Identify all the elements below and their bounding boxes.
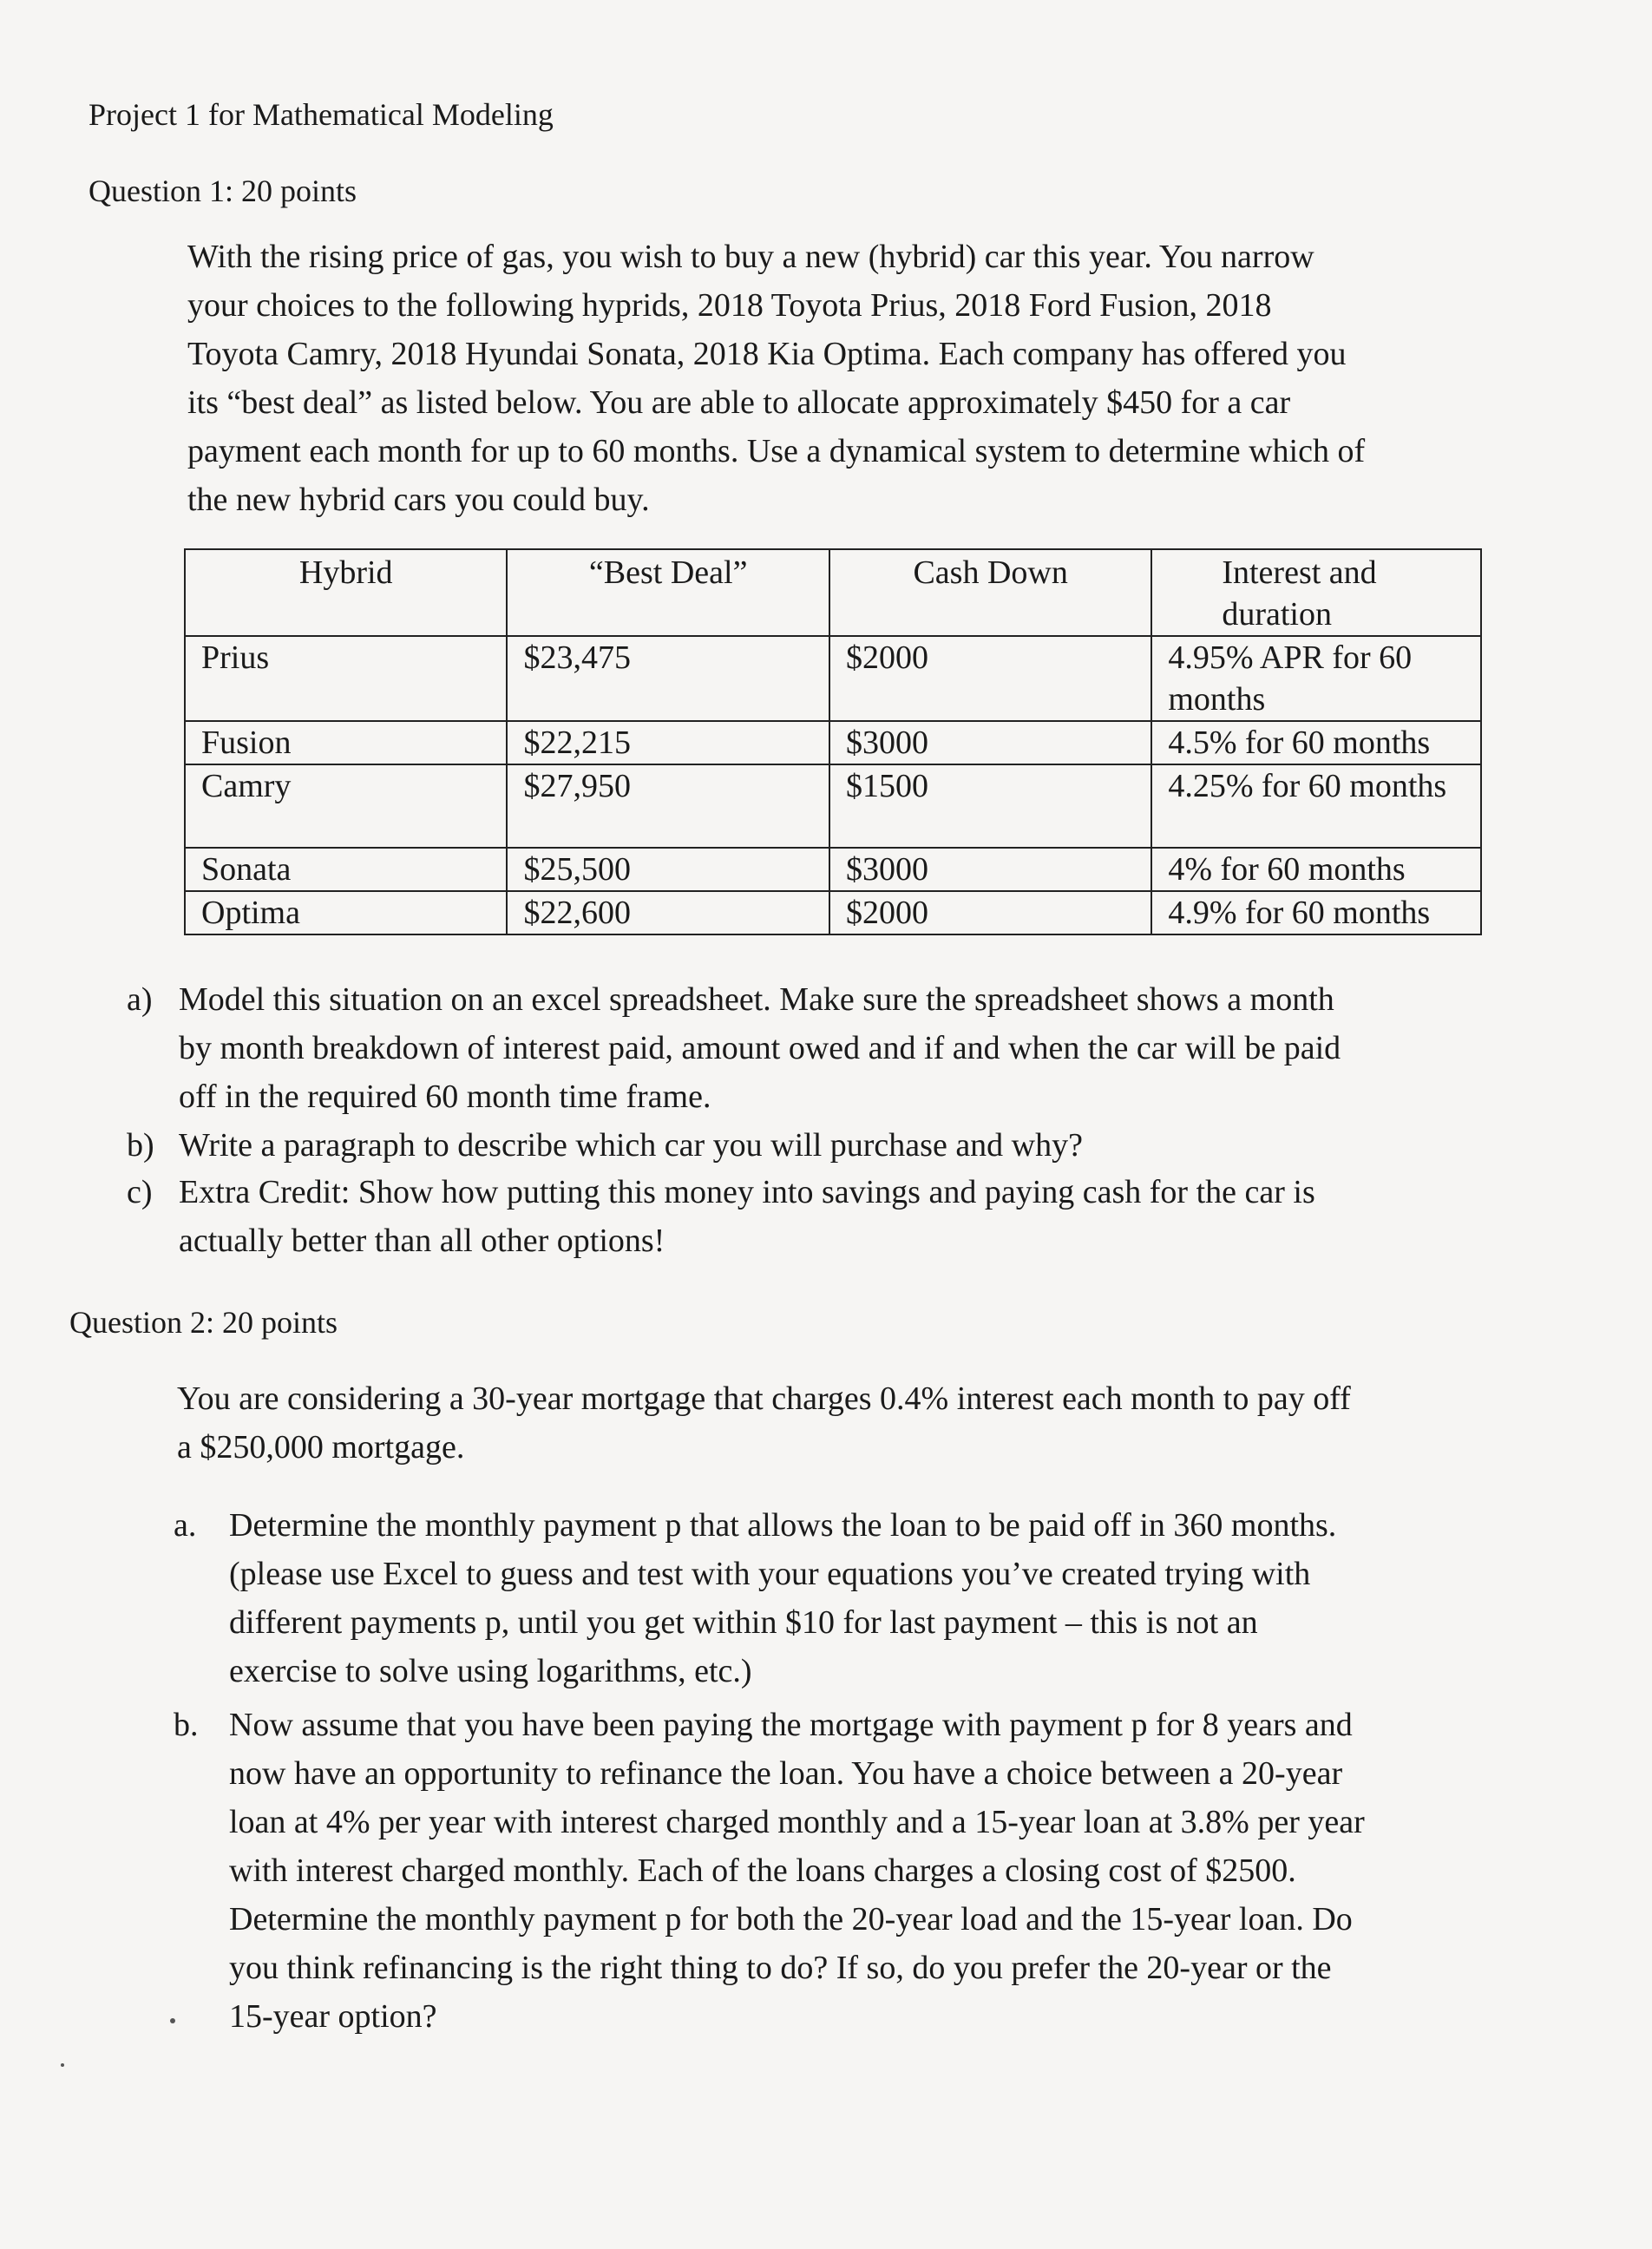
question-2-intro <box>177 1374 1351 1472</box>
item-line: Determine the monthly payment p that allows the loan to be paid off in 360 months. <box>229 1507 1337 1544</box>
item-line: 15-year option? <box>229 1998 437 2035</box>
q2-item-b <box>174 1701 1544 2041</box>
intro-line: a $250,000 mortgage. <box>177 1429 465 1465</box>
item-line: now have an opportunity to refinance the loan. You have a choice between a 20-year <box>229 1755 1343 1792</box>
table-row <box>185 848 1481 891</box>
cell-cash-down: $1500 <box>829 764 1151 848</box>
item-line: Determine the monthly payment p for both the 20-year load and the 15-year loan. Do <box>229 1901 1353 1938</box>
item-marker: b) <box>127 1127 154 1164</box>
item-line: actually better than all other options! <box>179 1223 665 1259</box>
item-marker: a) <box>127 981 153 1018</box>
stray-mark <box>170 2018 175 2023</box>
cell-cash-down: $3000 <box>829 721 1151 764</box>
question-2-heading: Question 2: 20 points <box>69 1305 338 1340</box>
cell-interest: 4.5% for 60 months <box>1151 721 1481 764</box>
item-line: Write a paragraph to describe which car you will purchase and why? <box>179 1127 1083 1164</box>
cell-cash-down: $2000 <box>829 636 1151 721</box>
item-marker: c) <box>127 1174 153 1210</box>
intro-line: your choices to the following hyprids, 2018 Toyota Prius, 2018 Ford Fusion, 2018 <box>187 287 1272 324</box>
item-marker: b. <box>174 1707 199 1743</box>
cell-hybrid: Fusion <box>185 721 507 764</box>
cell-cash-down: $3000 <box>829 848 1151 891</box>
q2-item-a <box>174 1501 1527 1695</box>
intro-line: You are considering a 30-year mortgage that charges 0.4% interest each month to pay off <box>177 1380 1351 1417</box>
cell-hybrid: Camry <box>185 764 507 848</box>
item-line: you think refinancing is the right thing to do? If so, do you prefer the 20-year or the <box>229 1950 1332 1986</box>
intro-line: With the rising price of gas, you wish to buy a new (hybrid) car this year. You narrow <box>187 239 1314 275</box>
item-line: Extra Credit: Show how putting this money into savings and paying cash for the car is <box>179 1174 1315 1210</box>
intro-line: its “best deal” as listed below. You are able to allocate approximately $450 for a car <box>187 384 1291 421</box>
cell-hybrid: Sonata <box>185 848 507 891</box>
cell-hybrid: Optima <box>185 891 507 934</box>
table-header-row <box>185 549 1481 636</box>
cell-best-deal: $27,950 <box>507 764 829 848</box>
item-line: loan at 4% per year with interest charged monthly and a 15-year loan at 3.8% per year <box>229 1804 1365 1840</box>
cell-interest: 4% for 60 months <box>1151 848 1481 891</box>
cell-best-deal: $25,500 <box>507 848 829 891</box>
item-line: (please use Excel to guess and test with your equations you’ve created trying with <box>229 1556 1311 1592</box>
item-line: different payments p, until you get within $10 for last payment – this is not an <box>229 1604 1258 1641</box>
q1-item-c <box>127 1168 1480 1265</box>
item-line: exercise to solve using logarithms, etc.) <box>229 1653 752 1689</box>
cell-interest: 4.9% for 60 months <box>1151 891 1481 934</box>
item-marker: a. <box>174 1507 197 1544</box>
stray-mark <box>61 2063 64 2067</box>
intro-line: payment each month for up to 60 months. Use a dynamical system to determine which of <box>187 433 1366 469</box>
hybrid-deals-table <box>184 548 1482 935</box>
table-row <box>185 891 1481 934</box>
cell-interest: 4.95% APR for 60 months <box>1151 636 1481 721</box>
column-header-interest-duration: Interest and duration <box>1151 549 1481 636</box>
column-header-best-deal: “Best Deal” <box>507 549 829 636</box>
table-row <box>185 636 1481 721</box>
question-1-intro <box>187 233 1365 524</box>
item-line: off in the required 60 month time frame. <box>179 1079 711 1115</box>
item-line: Model this situation on an excel spreadsheet. Make sure the spreadsheet shows a month <box>179 981 1334 1018</box>
table-row <box>185 764 1481 848</box>
cell-best-deal: $22,215 <box>507 721 829 764</box>
intro-line: the new hybrid cars you could buy. <box>187 482 650 518</box>
q1-item-a <box>127 975 1480 1121</box>
document-title: Project 1 for Mathematical Modeling <box>88 97 554 132</box>
table-row <box>185 721 1481 764</box>
cell-interest: 4.25% for 60 months <box>1151 764 1481 848</box>
item-line: Now assume that you have been paying the mortgage with payment p for 8 years and <box>229 1707 1353 1743</box>
item-line: by month breakdown of interest paid, amount owed and if and when the car will be paid <box>179 1030 1341 1066</box>
q1-item-b <box>127 1121 1480 1170</box>
column-header-hybrid: Hybrid <box>185 549 507 636</box>
cell-hybrid: Prius <box>185 636 507 721</box>
item-line: with interest charged monthly. Each of the loans charges a closing cost of $2500. <box>229 1852 1296 1889</box>
cell-cash-down: $2000 <box>829 891 1151 934</box>
column-header-cash-down: Cash Down <box>829 549 1151 636</box>
question-1-heading: Question 1: 20 points <box>88 174 357 208</box>
cell-best-deal: $23,475 <box>507 636 829 721</box>
cell-best-deal: $22,600 <box>507 891 829 934</box>
intro-line: Toyota Camry, 2018 Hyundai Sonata, 2018 Kia Optima. Each company has offered you <box>187 336 1347 372</box>
